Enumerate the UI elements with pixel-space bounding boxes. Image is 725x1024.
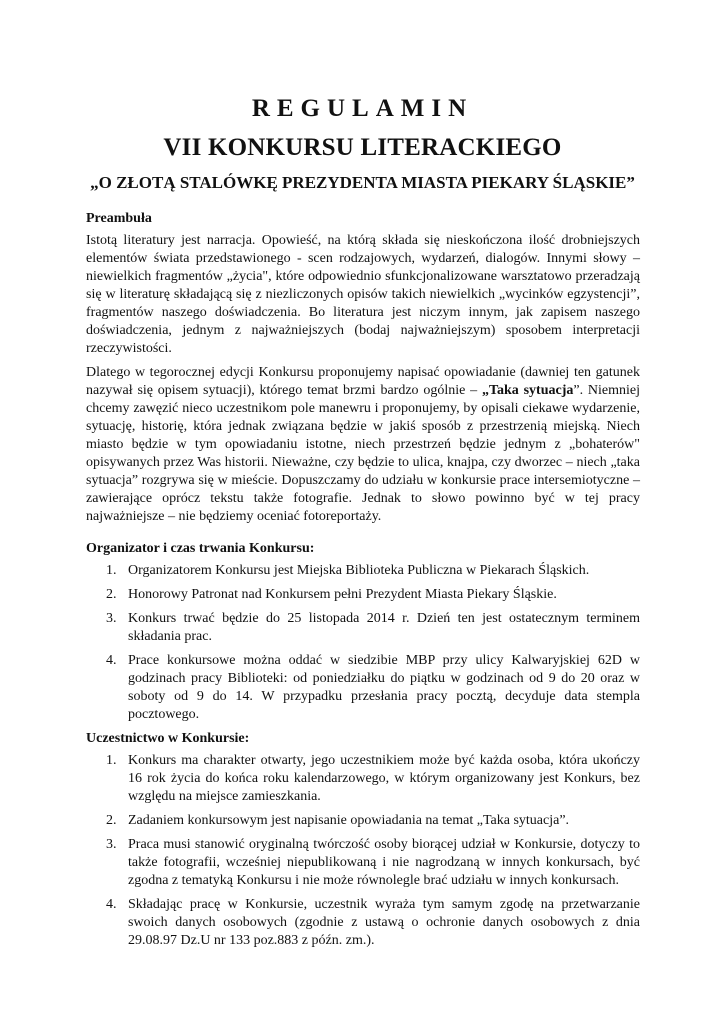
document-subtitle: VII KONKURSU LITERACKIEGO bbox=[163, 134, 562, 161]
preamble-paragraph-2-end: ”. Niemniej chcemy zawęzić nieco uczestnikom pole manewru i proponujemy, by opisali ciekawe wydarzenie, sytuację, historię, która jednak związana będzie w jakiś sposób z przestrzenią miejską. Niech miasto będzie w tym opowiadaniu istotne, niech przestrzeń będzie jednym z „bohaterów" opisywanych przez Was historii. Nieważne, czy będzie to ulica, knajpa, czy dworzec – niech „taka sytuacja” rozgrywa się w mieście. Dopuszczamy do udziału w konkursie prace intersemiotyczne – zawierające oprócz tekstu także fotografie. Jednak to słowo powinno być w tej pracy najważniejsze – nie będziemy oceniać fotoreportaży. bbox=[86, 383, 640, 524]
list-item bbox=[86, 562, 640, 580]
list-item-text: Konkurs ma charakter otwarty, jego uczestnikiem może być każda osoba, która ukończy 16 rok życia do końca roku kalendarzowego, w którym organizowany jest Konkurs, bez względu na miejsce zamieszkania. bbox=[128, 753, 640, 804]
list-item-text: Honorowy Patronat nad Konkursem pełni Prezydent Miasta Piekary Śląskie. bbox=[128, 587, 557, 602]
document-title: REGULAMIN bbox=[251, 95, 474, 122]
list-number: 1. bbox=[106, 563, 117, 578]
list-item bbox=[86, 652, 640, 724]
list-number: 4. bbox=[106, 653, 117, 668]
contest-name: „O ZŁOTĄ STALÓWKĘ PREZYDENTA MIASTA PIEKARY ŚLĄSKIE” bbox=[90, 173, 635, 192]
list-item-text: Praca musi stanowić oryginalną twórczość osoby biorącej udział w Konkursie, dotyczy to także fotografii, wcześniej niepublikowaną i nie nagrodzaną w innych konkursach, być zgodna z tematyką Konkursu i nie może równolegle brać udziału w innych konkursach. bbox=[128, 837, 640, 888]
preamble-paragraph-2 bbox=[86, 364, 640, 526]
preamble-heading: Preambuła bbox=[86, 211, 152, 226]
organizer-heading: Organizator i czas trwania Konkursu: bbox=[86, 541, 315, 556]
list-item bbox=[86, 586, 640, 604]
preamble-paragraph-2-start: Dlatego w tegorocznej edycji Konkursu proponujemy napisać opowiadanie (dawniej ten gatunek nazywał się opisem sytuacji), którego temat brzmi bardzo ogólnie – bbox=[86, 365, 640, 398]
list-number: 3. bbox=[106, 611, 117, 626]
list-number: 2. bbox=[106, 587, 117, 602]
list-number: 2. bbox=[106, 813, 117, 828]
list-item bbox=[86, 836, 640, 890]
participation-list bbox=[86, 752, 640, 950]
list-item bbox=[86, 752, 640, 806]
document-body bbox=[86, 210, 640, 956]
list-item bbox=[86, 812, 640, 830]
list-item-text: Konkurs trwać będzie do 25 listopada 2014 r. Dzień ten jest ostatecznym terminem składania prac. bbox=[128, 611, 640, 644]
preamble-paragraph-1: Istotą literatury jest narracja. Opowieść, na którą składa się nieskończona ilość drobniejszych elementów świata przedstawionego - scen rodzajowych, wydarzeń, dialogów. Innymi słowy – niewielkich fragmentów „życia", które odpowiednio sfunkcjonalizowane warsztatowo przeradzają się w literaturę składającą się z niezliczonych opisów takich niewielkich „wycinków egzystencji”, fragmentów naszego doświadczenia. Bo literatura jest niczym innym, jak zapisem naszego doświadczenia, jednym z najważniejszych (bodaj najważniejszym) sposobem interpretacji rzeczywistości. bbox=[86, 233, 640, 356]
list-number: 4. bbox=[106, 897, 117, 912]
list-item-text: Zadaniem konkursowym jest napisanie opowiadania na temat „Taka sytuacja”. bbox=[128, 813, 570, 828]
list-number: 1. bbox=[106, 753, 117, 768]
list-item-text: Organizatorem Konkursu jest Miejska Biblioteka Publiczna w Piekarach Śląskich. bbox=[128, 563, 590, 578]
participation-heading: Uczestnictwo w Konkursie: bbox=[86, 731, 250, 746]
contest-theme: „Taka sytuacja bbox=[481, 383, 574, 398]
section-spacer bbox=[86, 526, 640, 540]
list-item-text: Składając pracę w Konkursie, uczestnik wyraża tym samym zgodę na przetwarzanie swoich danych osobowych (zgodnie z ustawą o ochronie danych osobowych z dnia 29.08.97 Dz.U nr 133 poz.883 z późn. zm.). bbox=[128, 897, 640, 948]
list-item bbox=[86, 610, 640, 646]
list-number: 3. bbox=[106, 837, 117, 852]
list-item-text: Prace konkursowe można oddać w siedzibie MBP przy ulicy Kalwaryjskiej 62D w godzinach pracy Biblioteki: od poniedziałku do piątku w godzinach od 9 do 20 oraz w soboty od 9 do 14. W przypadku przesłania pracy pocztą, decyduje data stempla pocztowego. bbox=[128, 653, 640, 722]
organizer-list bbox=[86, 562, 640, 724]
list-item bbox=[86, 896, 640, 950]
